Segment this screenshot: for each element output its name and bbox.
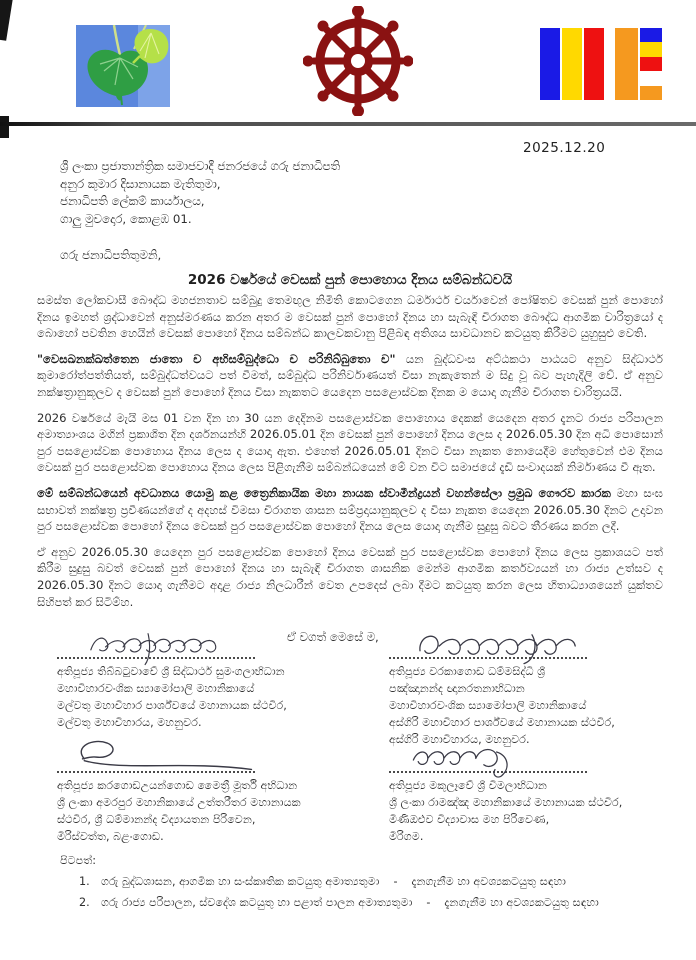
paragraph-lead: මේ සම්බන්ධයෙන් අවධානය යොමු කළ ත්‍රෛනිකායික මහා නායක ස්වාමීන්ද්‍රයන් වහන්සේලා ප්‍රමුඛ ගෞරව කාරක	[37, 485, 611, 500]
signatures-section	[37, 622, 663, 850]
copy-number: 2.	[79, 896, 90, 909]
subject-title: 2026 වර්ෂයේ වෙසක් පුන් පොහොය දිනය සම්බන්ධවයි	[187, 272, 513, 288]
copy-text: ගරු රාජ්‍ය පරිපාලන, ස්වදේශ කටයුතු හා පළාත් පාලන අමාත්‍යතුමා	[101, 896, 413, 909]
signatory-line: අතිපූජ්‍ය තිබ්බටුවාවේ ශ්‍රී සිද්ධාර්ථ සුමංගලාභිධාන	[57, 665, 285, 678]
flag-stripe-orange	[615, 28, 638, 100]
signatory-block-amarapura	[57, 736, 357, 845]
body-paragraph-4	[37, 485, 663, 535]
signature-icon	[57, 622, 267, 666]
paragraph-text: යන බුද්ධවංස අට්ඨකථා පාඨයට අනුව සිද්ධාර්ථ කුමාරෝත්පත්තියත්, සම්බුද්ධත්වයට පත් වීමත්, සම්බුද්ධ පරිනිර්වාණයත් විසා නැකැතෙන් ම සිදු වූ බව පැහැදිලි වේ. ඒ අනුව නක්ෂත්‍රානුකූලව ද වෙසක් පුන් පොහෝ දිනය විසා නැකතට යෙදෙන පසළොස්වක දිනක ම යොදා ගැනීම චිරාගත චාරිත්‍රයයි.	[37, 351, 663, 399]
address-line: අනුර කුමාර දිසානායක මැතිතුමා,	[60, 176, 221, 191]
signature-icon	[389, 736, 569, 780]
pali-quote: "වෙසඛනක්ඛත්තෙන ජාතො ච අභිසම්බුද්ධො ච පරිනිබ්බුතො ච"	[37, 351, 396, 366]
letter-body	[37, 158, 663, 626]
flag-stripe-red	[584, 28, 604, 100]
signatory-block-ramanna	[389, 736, 674, 845]
attestation-note: ඒ වගත් මෙසේ ම,	[287, 630, 379, 644]
signature-dotted-line	[389, 657, 587, 659]
signatory-line: මීරිගම.	[389, 830, 424, 843]
signatory-line: මහාවිහාරවංශික ස්‍යාමෝපාලි මහානිකායේ	[57, 682, 255, 695]
body-paragraph-5: ඒ අනුව 2026.05.30 යෙදෙන පුර පසළොස්වක පොහෝ දිනය වෙසක් පුර පසළොස්වක පොහෝ දිනය ලෙස ප්‍රකාශයට පත් කිරීම සුදුසු බවත් වෙසක් පුන් පොහෝ දිනය හා සැබැඳි චිරාගත ශාසනික මෙන්ම ආගමික කර්තව්‍යයන් හා රාජ්‍ය උත්සව ද 2026.05.30 දිනට යොදා ගැනීමට අදාළ රාජ්‍ය නිලධාරීන් වෙත උපදෙස් ලබා දීමට කටයුතු කරන ලෙස හිතාධ්‍යාශයෙන් යුක්තව සිහිපත් කර සිටිම්හ.	[37, 544, 663, 609]
copy-dash: -	[393, 875, 398, 888]
signature-icon	[389, 622, 619, 666]
signatory-line: ශ්‍රී ලංකා රාමඤ්ඤ මහානිකායේ මහානායක ස්ථවිර,	[389, 796, 623, 809]
address-line: ජනාධිපති ලේකම් කාර්යාලය,	[60, 194, 205, 208]
copy-item	[79, 896, 663, 910]
body-paragraph-1: සමස්ත ලෝකවාසී බෞද්ධ මහජනතාව සම්බුදු තෙමඟුල නිමිති කොටගෙන ධර්මාර්ථ චර්යාවෙන් පෝෂිතව වෙසක් පුන් පොහෝ දිනය ඉමහත් ශ්‍රද්ධාවෙන් අනුස්මරණය කරන අතර ම වෙසක් පුන් පොහෝ දිනය හා සැබැඳි චිරාගත බෞද්ධ ආගමික චාරිත්‍රයෝ ද බොහෝ පවතින හෙයින් වෙසක් පොහෝ දිනය සම්බන්ධ කාලවකවානු පිළිබඳ අතිශය සාවධානව කටයුතු කිරීමට යුහුසුළු වෙති.	[37, 293, 663, 341]
recipient-address	[60, 158, 663, 228]
copies-section	[37, 854, 663, 910]
copies-label: පිටපත්:	[60, 854, 97, 867]
body-paragraph-2	[37, 351, 663, 401]
copy-purpose: දැනගැනීම හා අවශ්‍යකටයුතු සඳහා	[411, 875, 566, 888]
signatory-line: ශ්‍රී ලංකා අමරපුර මහානිකායේ උත්තරීතර මහානායක	[57, 796, 301, 809]
address-line: ගාලු මුවදොර, කොළඹ 01.	[60, 211, 192, 226]
salutation: ගරු ජනාධිපතිතුමනි,	[60, 248, 162, 262]
signatory-line: අතිපූජ්‍ය මකුලෑවේ ශ්‍රී විමලාභිධාන	[389, 779, 547, 792]
signatory-line: මල්වතු මහාවිහාර පාර්ශ්වයේ මහානායක ස්ථවිර,	[57, 699, 287, 712]
signatory-line: ස්ථවිර, ශ්‍රී ධම්මානන්ද විද්‍යායතන පිරිවෙන,	[57, 813, 256, 826]
signature-dotted-line	[389, 771, 587, 773]
copy-item	[79, 875, 663, 889]
signatory-line: අස්ගිරි මහාවිහාරය, මහනුවර.	[389, 733, 530, 746]
letter-date: 2025.12.20	[523, 140, 606, 156]
signature-icon	[57, 736, 277, 780]
signatory-line: මහාවිහාරවංශික ස්‍යාමෝපාලි මහානිකායේ	[389, 699, 587, 712]
copy-dash: -	[426, 896, 431, 909]
address-line: ශ්‍රී ලංකා ප්‍රජාතාන්ත්‍රික සමාජවාදී ජනරජයේ ගරු ජනාධිපති	[60, 159, 341, 173]
signature-dotted-line	[57, 771, 255, 773]
scan-artifact-edge	[0, 116, 9, 138]
signatory-block-malwathu	[57, 622, 357, 731]
flag-stripe-blue	[540, 28, 560, 100]
flag-stripe-composite	[640, 28, 662, 100]
buddhist-flag-icon	[540, 28, 662, 100]
signatory-line: අතිපූජ්‍ය කරගොඩඋයන්ගොඩ මෛත්‍රී මූර්ති අභිධාන	[57, 779, 298, 792]
scan-artifact-corner	[0, 0, 14, 41]
signatory-line: පඤ්ඤානන්ද ඥානරතනාභිධාන	[389, 682, 525, 695]
header-divider	[0, 122, 696, 126]
copy-number: 1.	[79, 875, 90, 888]
bo-leaf-icon	[76, 25, 170, 107]
flag-stripe-yellow	[562, 28, 582, 100]
signatory-line: අස්ගිරි මහාවිහාර පාර්ශ්වයේ මහානායක ස්ථවිර,	[389, 716, 615, 729]
copy-text: ගරු බුද්ධශාසන, ආගමික හා සංස්කෘතික කටයුතු අමාත්‍යතුමා	[101, 875, 380, 888]
paragraph-text: මහා සංඝ සභාවත් නක්ෂත්‍ර ප්‍රවීණයන්ගේ ද අදහස් විමසා චිරාගත ශාසන සම්ප්‍රදායානුකූලව ද විසා නැකත යෙදෙන 2026.05.30 දිනට උදාවන පුර පසළොස්වක පොහෝ දිනය වෙසක් පුර පසළොස්වක පොහෝ දිනය ලෙස යොදා ගැනීම සුදුසු බවට තීරණය කරන ලදී.	[37, 485, 663, 534]
signatory-line: මිරිස්වත්ත, බළංගොඩ.	[57, 830, 164, 843]
copy-purpose: දැනගැනීම හා අවශ්‍යකටයුතු සඳහා	[444, 896, 599, 909]
signature-dotted-line	[57, 657, 255, 659]
flag-stripe-white	[604, 28, 615, 100]
signatory-line: මල්වතු මහාවිහාරය, මහනුවර.	[57, 716, 202, 729]
dharma-wheel-icon	[303, 6, 413, 116]
signatory-line: මිණිඔළුව විද්‍යාවාස මහ පිරිවෙණ,	[389, 813, 550, 826]
signatory-line: අතිපූජ්‍ය වරකාගොඩ ධම්මසිද්ධි ශ්‍රී	[389, 665, 546, 678]
body-paragraph-3: 2026 වර්ෂයේ මැයි මස 01 වන දින හා 30 යන දෙදිනම පසළොස්වක පොහොය දෙකක් යෙදෙන අතර දැනට රාජ්‍ය පරිපාලන අමාත්‍යාංශය මගින් ප්‍රකාශිත දින දර්ශනයන්හි 2026.05.01 දින වෙසක් පුන් පොහෝ දිනය ලෙස ද 2026.05.30 දින අධි පොසොන් පුර පසළොස්වක පොහොය දිනය ලෙස ද යොදා ඇත. එහෙත් 2026.05.01 දිනට විසා නැකත නොයෙදීම හේතුවෙන් එම දිනය වෙසක් පුර පසළොස්වක පොහොය දිනය ලෙස පිළිගැනීම සම්බන්ධයෙන් මේ වන විට සමාජයේ දැඩි සංවාදයක් නිර්මාණය වී ඇත.	[37, 410, 663, 475]
signatory-block-asgiriya	[389, 622, 674, 748]
